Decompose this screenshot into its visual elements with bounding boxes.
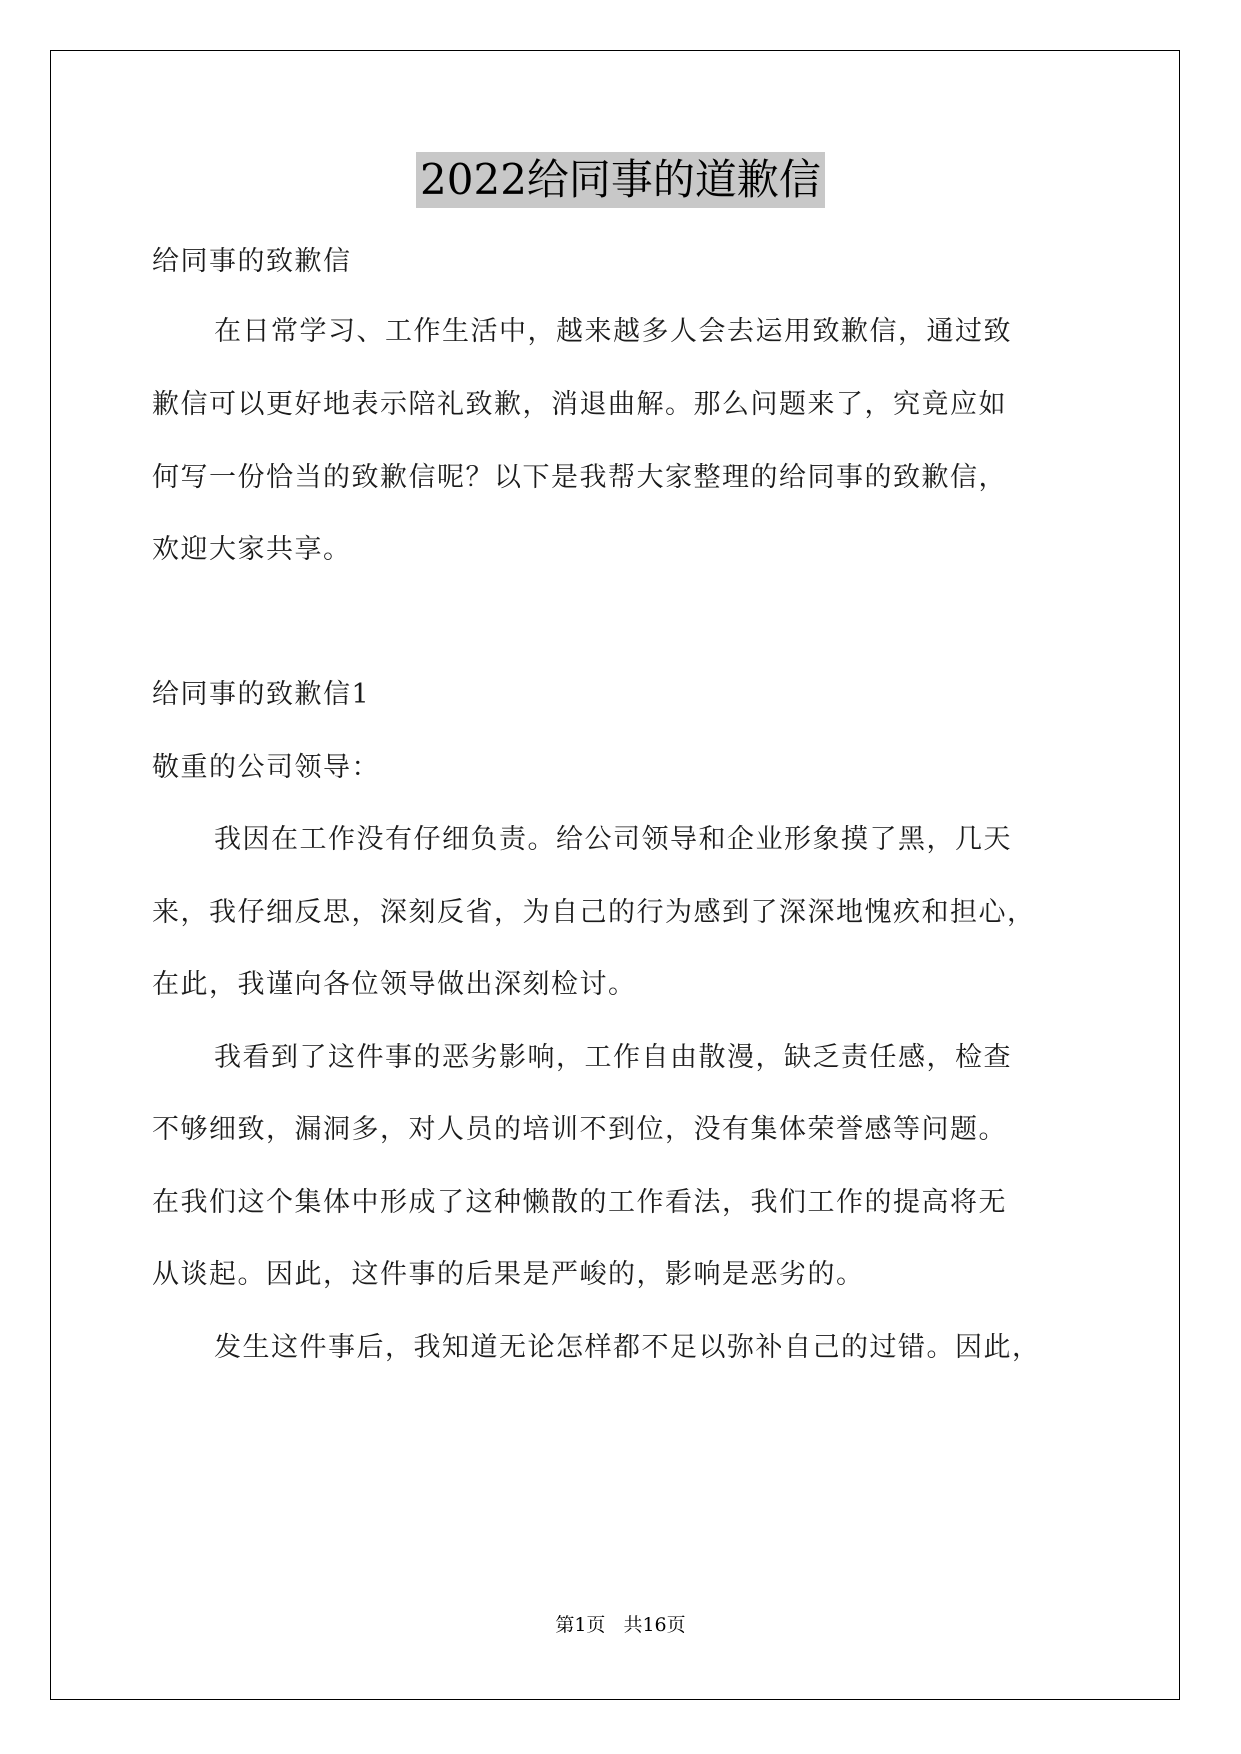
body-paragraph-line: 不够细致，漏洞多，对人员的培训不到位，没有集体荣誉感等问题。: [152, 1114, 1007, 1145]
body-paragraph-line: 发生这件事后，我知道无论怎样都不足以弥补自己的过错。因此，: [214, 1332, 1041, 1363]
body-paragraph-line: 我看到了这件事的恶劣影响，工作自由散漫，缺乏责任感，检查: [214, 1042, 1012, 1073]
body-paragraph-line: 从谈起。因此，这件事的后果是严峻的，影响是恶劣的。: [152, 1259, 865, 1290]
subtitle-line: 给同事的致歉信: [152, 246, 352, 277]
body-paragraph-line: 我因在工作没有仔细负责。给公司领导和企业形象摸了黑，几天: [214, 824, 1012, 855]
body-paragraph-line: 在此，我谨向各位领导做出深刻检讨。: [152, 969, 637, 1000]
document-title: 2022给同事的道歉信: [416, 152, 825, 208]
salutation: 敬重的公司领导：: [152, 752, 380, 783]
page-footer: [0, 1612, 1241, 1638]
page-number-current: 第1页: [555, 1614, 606, 1636]
intro-paragraph-line: 何写一份恰当的致歉信呢？以下是我帮大家整理的给同事的致歉信，: [152, 462, 1007, 493]
intro-paragraph-line: 欢迎大家共享。: [152, 534, 352, 565]
intro-paragraph-line: 在日常学习、工作生活中，越来越多人会去运用致歉信，通过致: [214, 316, 1012, 347]
title-container: [0, 152, 1241, 208]
page-number-total: 共16页: [623, 1614, 686, 1636]
body-paragraph-line: 来，我仔细反思，深刻反省，为自己的行为感到了深深地愧疚和担心，: [152, 897, 1036, 928]
page-border: [50, 50, 1180, 1700]
section-heading: 给同事的致歉信1: [152, 679, 371, 710]
body-paragraph-line: 在我们这个集体中形成了这种懒散的工作看法，我们工作的提高将无: [152, 1187, 1007, 1218]
intro-paragraph-line: 歉信可以更好地表示陪礼致歉，消退曲解。那么问题来了，究竟应如: [152, 389, 1007, 420]
